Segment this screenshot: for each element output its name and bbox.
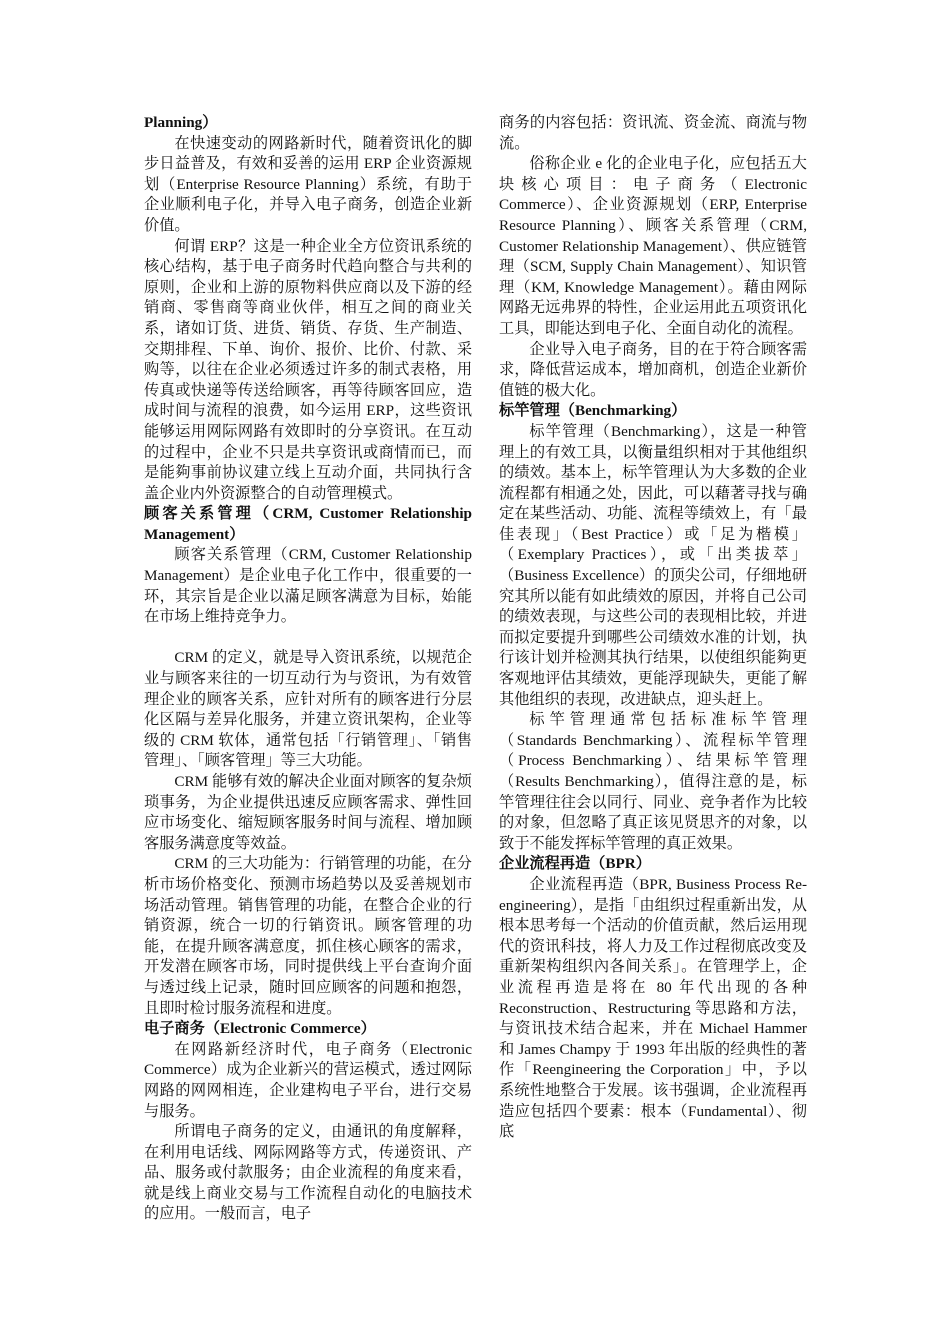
section-heading-crm: 顾客关系管理（CRM, Customer Relationship Management） — [144, 505, 472, 543]
section-heading-benchmarking: 标竿管理（Benchmarking） — [499, 402, 687, 420]
paragraph-erp-definition: 何谓 ERP？这是一种企业全方位资讯系统的核心结构，基于电子商务时代趋向整合与共利的原则，企业和上游的原物料供应商以及下游的经销商、零售商等商业伙伴，相互之间的商业关系，诸如订货、进货、销货、存货、生产制造、交期排程、下单、询价、报价、比价、付款、采购等，以往在企业必须透过许多的制式表格，用传真或快递等传送给顾客，再等待顾客回应，造成时间与流程的浪费，如今运用 ERP，这些资讯能够运用网际网路有效即时的分享资讯。在互动的过程中，企业不只是共享资讯或商情而已，而是能夠事前协议建立线上互动介面，共同执行含盖企业内外资源整合的自动管理模式。 — [144, 237, 472, 502]
section-heading-ecommerce: 电子商务（Electronic Commerce） — [144, 1020, 376, 1038]
paragraph-crm-intro: 顾客关系管理（CRM, Customer Relationship Management）是企业电子化工作中，很重要的一环，其宗旨是企业以滿足顾客满意为目标，始能在市场上维持竞争力。 — [144, 546, 472, 626]
paragraph-benchmarking-definition: 标竿管理（Benchmarking），这是一种管理上的有效工具，以衡量组织相对于其他组织的绩效。基本上，标竿管理认为大多数的企业流程都有相通之处，因此，可以藉著寻找与确定在某些活动、功能、流程等绩效上，有「最佳表现」（Best Practice）或「足为楷模」（Exemplary Practices），或「出类拔萃」（Business Excellence）的顶尖公司，仔细地研究其所以能有如此绩效的原因，并将自己公司的绩效表现，与这些公司的表现相比较，并进而拟定要提升到哪些公司绩效水准的计划，执行该计划并检测其执行结果，以使组织能夠更客观地评估其绩效，更能浮现缺失，更能了解其他组织的表现，改进缺点，迎头赶上。 — [499, 422, 807, 708]
paragraph-gap — [144, 628, 472, 649]
paragraph-crm-functions: CRM 的三大功能为：行销管理的功能，在分析市场价格变化、预测市场趋势以及妥善规划市场活动管理。销售管理的功能，在整合企业的行销资源，统合一切的行销资讯。顾客管理的功能，在提升顾客满意度，抓住核心顾客的需求，开发潜在顾客市场，同时提供线上平台查询介面与透过线上记录，随时回应顾客的问题和抱怨，且即时检讨服务流程和进度。 — [144, 855, 472, 1017]
paragraph-ecommerce-definition: 所谓电子商务的定义，由通讯的角度解释，在利用电话线、网际网路等方式，传递资讯、产品、服务或付款服务；由企业流程的角度来看，就是线上商业交易与工作流程自动化的电脑技术的应用。一般而言，电子 — [144, 1123, 472, 1223]
paragraph-bpr-definition: 企业流程再造（BPR, Business Process Re-engineering），是指「由组织过程重新出发，从根本思考每一个活动的价值贡献，然后运用现代的资讯科技，将人力及工作过程彻底改变及重新架构组织內各间关系」。在管理学上，企业流程再造是将在 80 年代出现的各种 Reconstruction、Restructuring 等思路和方法，与资讯技术结合起来，并在 Michael Hammer 和 James Champy 于 1993 年出版的经典性的著作「Reengineering the Corporation」中，予以系统性地整合于发展。该书强调，企业流程再造应包括四个要素：根本（Fundamental）、彻底 — [499, 875, 807, 1141]
section-heading-erp-continued: Planning） — [144, 114, 218, 131]
paragraph-erp-intro: 在快速变动的网路新时代，随着资讯化的脚步日益普及，有效和妥善的运用 ERP 企业资源规划（Enterprise Resource Planning）系统，有助于企业顺利电子化，并导入电子商务，创造企业新价值。 — [144, 134, 472, 234]
paragraph-ecommerce-content: 商务的内容包括：资讯流、资金流、商流与物流。 — [499, 114, 807, 152]
paragraph-ecommerce-purpose: 企业导入电子商务，目的在于符合顾客需求，降低营运成本，增加商机，创造企业新价值链的极大化。 — [499, 340, 807, 399]
paragraph-ecommerce-intro: 在网路新经济时代，电子商务（Electronic Commerce）成为企业新兴的营运模式，透过网际网路的网网相连，企业建构电子平台，进行交易与服务。 — [144, 1040, 472, 1120]
left-column — [144, 113, 472, 1225]
paragraph-benchmarking-types: 标竿管理通常包括标准标竿管理（Standards Benchmarking）、流程标竿管理（Process Benchmarking）、结果标竿管理（Results Benchmarking），值得注意的是，标竿管理往往会以同行、同业、竞争者作为比较的对象，但忽略了真正该见贤思齐的对象，以致于不能发挥标竿管理的真正效果。 — [499, 711, 807, 852]
paragraph-crm-benefits: CRM 能够有效的解决企业面对顾客的复杂烦琐事务，为企业提供迅速反应顾客需求、弹性回应市场变化、缩短顾客服务时间与流程、增加顾客服务满意度等效益。 — [144, 773, 472, 852]
right-column — [499, 113, 807, 1143]
paragraph-e-business-items: 俗称企业 e 化的企业电子化，应包括五大块核心项目：电子商务（Electronic Commerce）、企业资源规划（ERP, Enterprise Resource Planning）、顾客关系管理（CRM, Customer Relationship Management）、供应链管理（SCM, Supply Chain Management）、知识管理（KM, Knowledge Management）。藉由网际网路无远弗界的特性，企业运用此五项资讯化工具，即能达到电子化、全面自动化的流程。 — [499, 155, 807, 337]
paragraph-crm-definition: CRM 的定义，就是导入资讯系统，以规范企业与顾客来往的一切互动行为与资讯，为有效管理企业的顾客关系，应针对所有的顾客进行分层化区隔与差异化服务，并建立资讯架构，企业等级的 CRM 软体，通常包括「行销管理」、「销售管理」、「顾客管理」等三大功能。 — [144, 649, 472, 770]
section-heading-bpr: 企业流程再造（BPR） — [499, 855, 651, 873]
